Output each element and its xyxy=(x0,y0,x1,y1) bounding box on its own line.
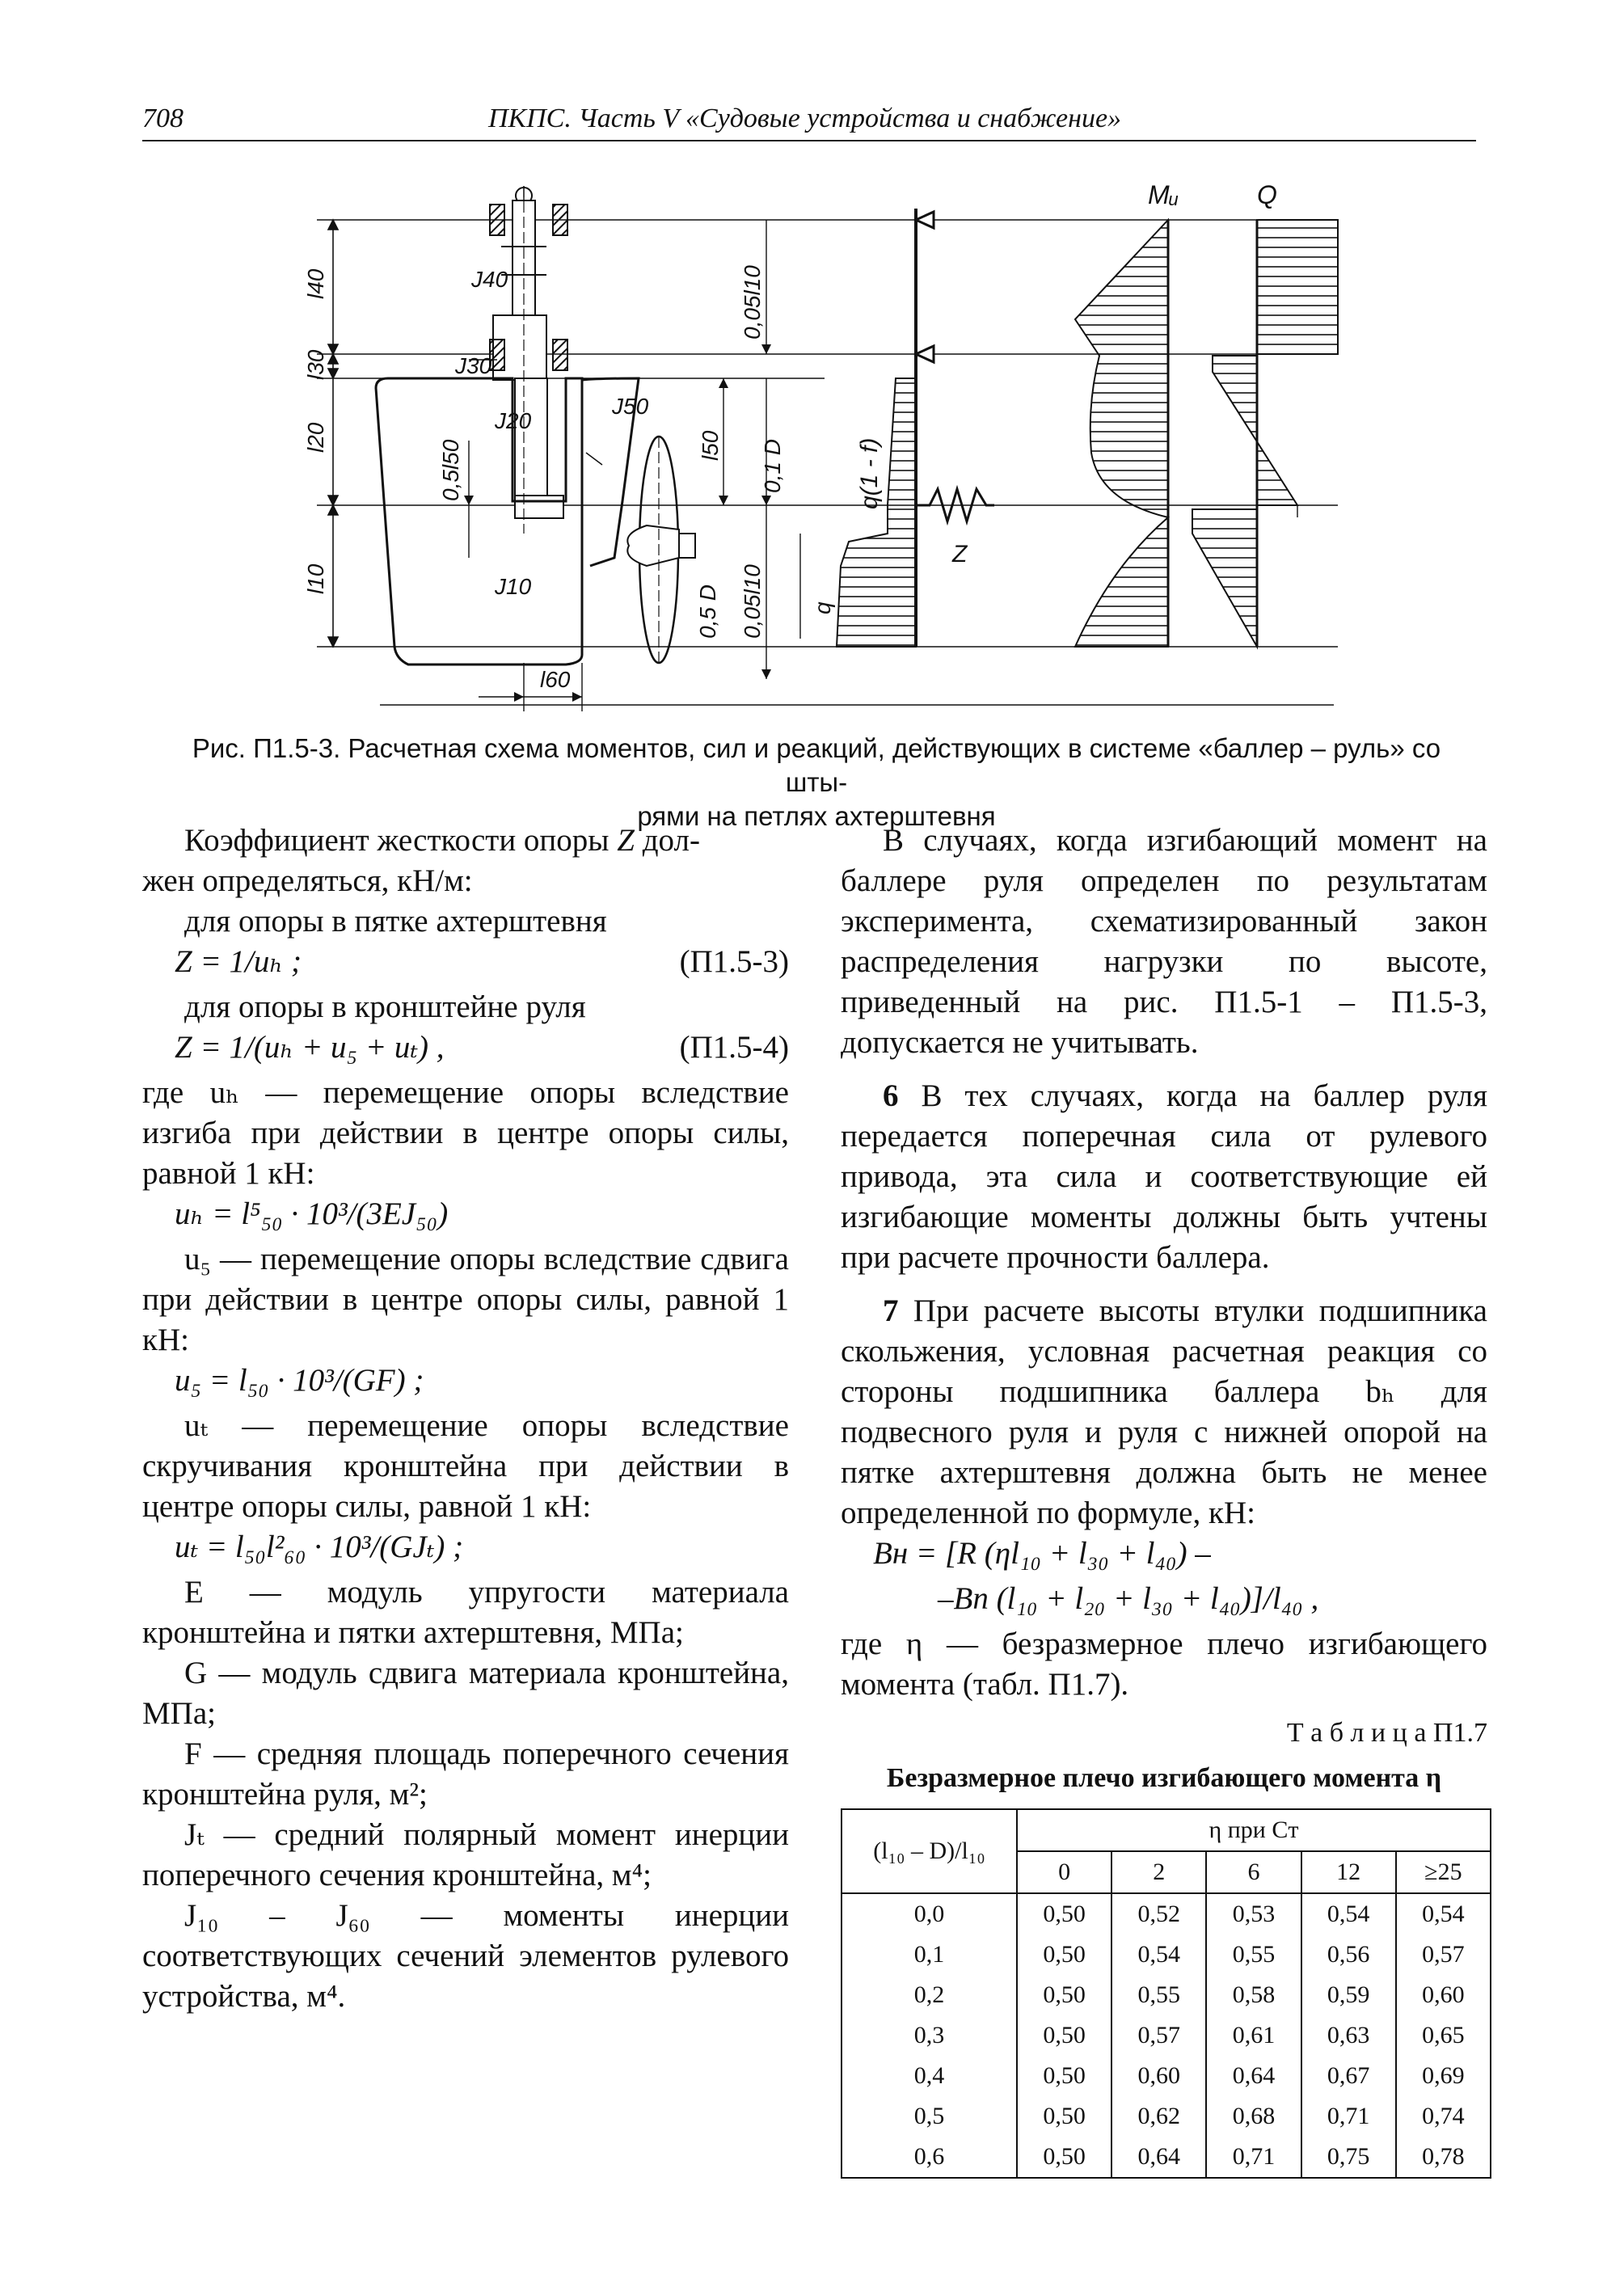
q-label: q xyxy=(810,601,835,614)
column-header: ≥25 xyxy=(1396,1851,1491,1893)
running-title: ПКПС. Часть V «Судовые устройства и снабжение» xyxy=(488,103,1122,133)
l30-label: l30 xyxy=(303,349,328,380)
j20-label: J20 xyxy=(495,408,532,433)
table-title: Безразмерное плечо изгибающего момента η xyxy=(886,1763,1442,1793)
table-cell: 0,57 xyxy=(1396,1934,1491,1975)
table-cell: 0,55 xyxy=(1206,1934,1301,1975)
table-cell: 0,53 xyxy=(1206,1893,1301,1934)
q-top-label: Q xyxy=(1257,180,1277,209)
table-row xyxy=(842,1975,1491,2015)
var-z: Z xyxy=(617,823,635,858)
l50-label: l50 xyxy=(698,430,723,461)
right-column xyxy=(841,821,1487,2179)
equation-ub xyxy=(142,1194,789,1239)
load-diagram xyxy=(837,378,916,647)
d01d-label: 0,1 D xyxy=(760,439,785,493)
q1f-label: q(1 - f) xyxy=(856,437,883,509)
group-header-cell: η при Cт xyxy=(1017,1809,1491,1851)
equation-number: (П1.5-4) xyxy=(679,1030,789,1065)
j30-label: J30 xyxy=(455,353,492,378)
table-cell: 0,71 xyxy=(1206,2137,1301,2178)
table-cell: 0,54 xyxy=(1396,1893,1491,1934)
table-row xyxy=(842,1934,1491,1975)
table-body xyxy=(842,1893,1491,2178)
equation-p1-5-3 xyxy=(142,942,789,987)
l10-label: l10 xyxy=(303,563,328,594)
stiffness-intro-2: жен определяться, кН/м: xyxy=(142,863,473,898)
row-key-cell: 0,1 xyxy=(842,1934,1017,1975)
row-header-cell: (l₁₀ – D)/l₁₀ xyxy=(842,1809,1017,1893)
f-definition: F — средняя площадь поперечного сечения кронштейна руля, м²; xyxy=(142,1736,789,1812)
table-row xyxy=(842,2056,1491,2096)
table-cell: 0,62 xyxy=(1111,2096,1206,2137)
j50-label: J50 xyxy=(612,394,649,419)
table-cell: 0,50 xyxy=(1017,2096,1111,2137)
table-cell: 0,60 xyxy=(1396,1975,1491,2015)
mu-label: Mᵤ xyxy=(1148,180,1179,209)
d05d-label: 0,5 D xyxy=(695,584,720,639)
table-cell: 0,50 xyxy=(1017,2137,1111,2178)
d05l50-label: 0,5l50 xyxy=(438,439,463,501)
table-row xyxy=(842,1893,1491,1934)
table-cell: 0,68 xyxy=(1206,2096,1301,2137)
page-number: 708 xyxy=(142,103,183,133)
l60-label: l60 xyxy=(540,667,571,692)
text: дол- xyxy=(642,823,700,858)
table-cell: 0,67 xyxy=(1301,2056,1396,2096)
table-cell: 0,50 xyxy=(1017,1893,1111,1934)
caption-line: рями на петлях ахтерштевня xyxy=(637,801,996,831)
left-dimension xyxy=(328,220,338,647)
jt-definition: Jₜ — средний полярный момент инерции поперечного сечения кронштейна, м⁴; xyxy=(142,1817,789,1892)
formula: Bн = [R (ηl₁₀ + l₃₀ + l₄₀) – xyxy=(873,1536,1211,1571)
section-6-paragraph xyxy=(841,1076,1487,1278)
section-number: 6 xyxy=(883,1078,899,1113)
equation-bn-1 xyxy=(841,1534,1487,1579)
caption-line: Рис. П1.5-3. Расчетная схема моментов, сил и реакций, действующих в системе «баллер – руль» со шты- xyxy=(192,733,1441,797)
bracket-support-text: для опоры в кронштейне руля xyxy=(184,989,586,1024)
table-cell: 0,50 xyxy=(1017,1975,1111,2015)
equation-p1-5-4 xyxy=(142,1027,789,1073)
table-cell: 0,52 xyxy=(1111,1893,1206,1934)
equation-ut xyxy=(142,1527,789,1572)
column-header: 6 xyxy=(1206,1851,1301,1893)
table-cell: 0,54 xyxy=(1301,1893,1396,1934)
l40-label: l40 xyxy=(303,268,328,299)
formula: –Bп (l₁₀ + l₂₀ + l₃₀ + l₄₀)]/l₄₀ , xyxy=(938,1581,1319,1616)
formula: u₅ = l₅₀ · 10³/(GF) ; xyxy=(175,1363,424,1398)
experiment-paragraph: В случаях, когда изгибающий момент на баллере руля определен по результатам эксперимента, схематизированный закон распределения нагрузки по высоте, приведенный на рис. П1.5-1 – П1.5-3, допускается не учитывать. xyxy=(841,823,1487,1060)
table-cell: 0,78 xyxy=(1396,2137,1491,2178)
table-cell: 0,63 xyxy=(1301,2015,1396,2056)
level-lines xyxy=(317,220,1338,705)
formula: uₕ = l⁵₅₀ · 10³/(3EJ₅₀) xyxy=(175,1196,449,1231)
table-cell: 0,50 xyxy=(1017,2056,1111,2096)
eta-table xyxy=(841,1808,1491,2179)
column-header: 0 xyxy=(1017,1851,1111,1893)
ut-definition: uₜ — перемещение опоры вследствие скручивания кронштейна при действии в центре опоры силы, равной 1 кН: xyxy=(142,1408,789,1524)
table-cell: 0,75 xyxy=(1301,2137,1396,2178)
j10-j60-definition: J₁₀ – J₆₀ — моменты инерции соответствующих сечений элементов рулевого устройства, м⁴. xyxy=(142,1898,789,2014)
table-cell: 0,74 xyxy=(1396,2096,1491,2137)
table-cell: 0,50 xyxy=(1017,1934,1111,1975)
table-row xyxy=(842,2137,1491,2178)
table-cell: 0,57 xyxy=(1111,2015,1206,2056)
figure-caption xyxy=(162,732,1471,833)
row-key-cell: 0,4 xyxy=(842,2056,1017,2096)
u5-definition: u₅ — перемещение опоры вследствие сдвига при действии в центре опоры силы, равной 1 кН: xyxy=(142,1242,789,1357)
support-mid xyxy=(916,346,934,362)
shear-diagram-mid xyxy=(1213,356,1297,505)
formula: Z = 1/uₕ ; xyxy=(175,944,302,979)
text: В тех случаях, когда на баллер руля передается поперечная сила от рулевого привода, эта сила и соответствующие ей изгибающие моменты должны быть учтены при расчете прочности баллера. xyxy=(841,1078,1488,1275)
equation-number: (П1.5-3) xyxy=(679,944,789,979)
heel-support-text: для опоры в пятке ахтерштевня xyxy=(184,904,607,939)
table-row xyxy=(842,2015,1491,2056)
table-cell: 0,58 xyxy=(1206,1975,1301,2015)
table-cell: 0,65 xyxy=(1396,2015,1491,2056)
e-definition: E — модуль упругости материала кронштейна и пятки ахтерштевня, МПа; xyxy=(142,1575,789,1650)
table-row xyxy=(842,2096,1491,2137)
row-key-cell: 0,2 xyxy=(842,1975,1017,2015)
table-cell: 0,60 xyxy=(1111,2056,1206,2096)
table-cell: 0,56 xyxy=(1301,1934,1396,1975)
row-key-cell: 0,0 xyxy=(842,1893,1017,1934)
table-cell: 0,61 xyxy=(1206,2015,1301,2056)
section-7-paragraph xyxy=(841,1291,1487,1534)
table-cell: 0,55 xyxy=(1111,1975,1206,2015)
propeller xyxy=(627,437,695,663)
d005l10-bot-label: 0,05l10 xyxy=(740,564,765,639)
formula: uₜ = l₅₀l²₆₀ · 10³/(GJₜ) ; xyxy=(175,1529,464,1564)
table-cell: 0,64 xyxy=(1206,2056,1301,2096)
row-key-cell: 0,5 xyxy=(842,2096,1017,2137)
j40-label: J40 xyxy=(471,267,508,292)
left-column xyxy=(142,821,789,2017)
z-label: Z xyxy=(952,541,968,567)
formula: Z = 1/(uₕ + u₅ + uₜ) , xyxy=(175,1030,445,1065)
d005l10-top-label: 0,05l10 xyxy=(740,265,765,340)
table-cell: 0,64 xyxy=(1111,2137,1206,2178)
moment-diagram xyxy=(1075,220,1168,647)
table-cell: 0,69 xyxy=(1396,2056,1491,2096)
row-key-cell: 0,6 xyxy=(842,2137,1017,2178)
column-header: 2 xyxy=(1111,1851,1206,1893)
row-key-cell: 0,3 xyxy=(842,2015,1017,2056)
g-definition: G — модуль сдвига материала кронштейна, МПа; xyxy=(142,1656,789,1731)
text: При расчете высоты втулки подшипника скольжения, условная расчетная реакция со стороны подшипника баллера bₕ для подвесного руля и руля с нижней опорой на пятке ахтерштевня должна быть не менее определенной по формуле, кН: xyxy=(841,1293,1487,1530)
l20-label: l20 xyxy=(303,422,328,453)
table-cell: 0,54 xyxy=(1111,1934,1206,1975)
table-cell: 0,59 xyxy=(1301,1975,1396,2015)
eta-definition: где η — безразмерное плечо изгибающего момента (табл. П1.7). xyxy=(841,1626,1487,1702)
equation-u5 xyxy=(142,1361,789,1406)
support-top xyxy=(916,212,934,228)
table-cell: 0,50 xyxy=(1017,2015,1111,2056)
shear-diagram xyxy=(1257,220,1338,354)
section-number: 7 xyxy=(883,1293,899,1328)
rudder-body xyxy=(376,378,582,665)
shear-diagram-low xyxy=(1192,509,1257,647)
text: Коэффициент жесткости опоры xyxy=(184,823,610,858)
equation-bn-2 xyxy=(841,1579,1487,1624)
table-label: Т а б л и ц а П1.7 xyxy=(1286,1718,1487,1748)
rudder-stock-diagram xyxy=(0,0,1624,728)
ub-definition: где uₕ — перемещение опоры вследствие изгиба при действии в центре опоры силы, равной 1 кН: xyxy=(142,1075,789,1191)
table-cell: 0,71 xyxy=(1301,2096,1396,2137)
column-header: 12 xyxy=(1301,1851,1396,1893)
stiffness-intro xyxy=(142,821,789,861)
j10-label: J10 xyxy=(495,574,532,599)
